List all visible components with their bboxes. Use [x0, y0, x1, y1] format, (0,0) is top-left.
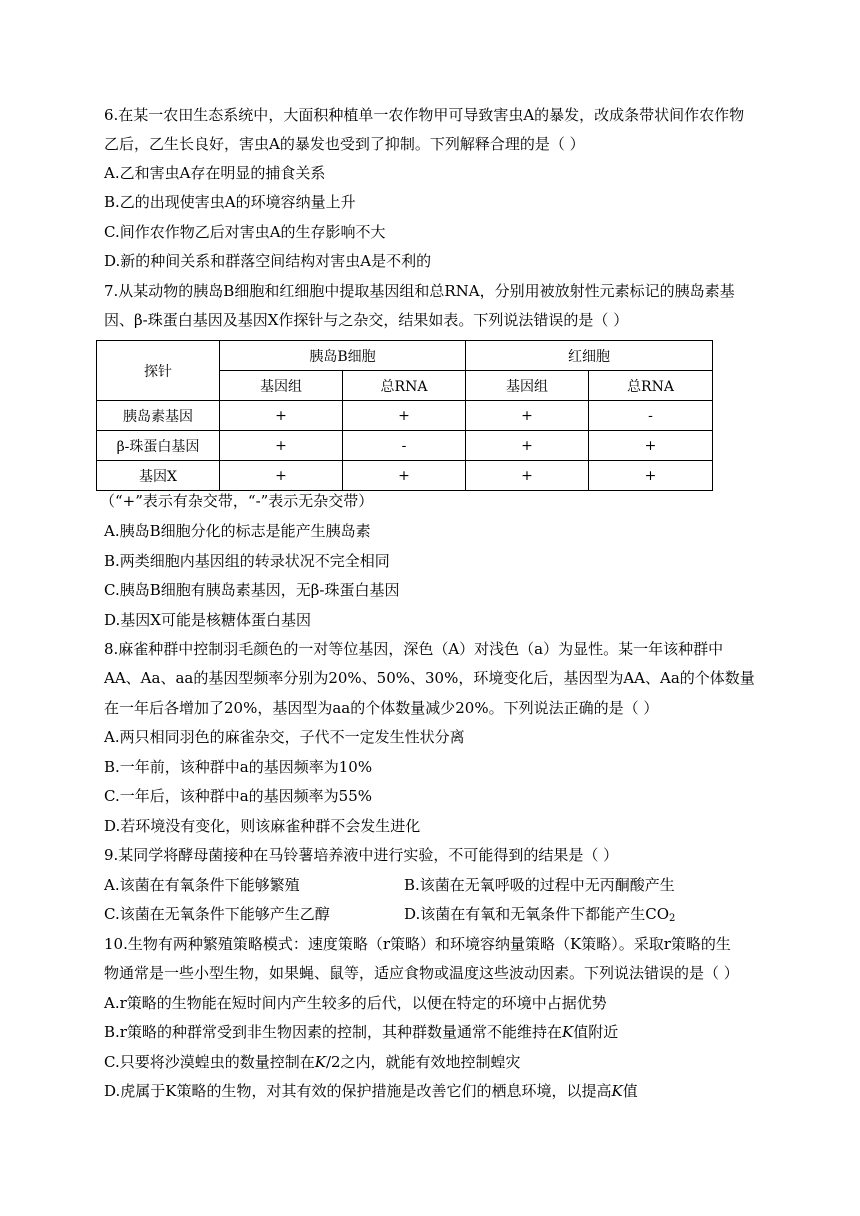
row-probe-name: 基因X — [97, 461, 220, 491]
table-cell: + — [466, 461, 589, 491]
table-cell: + — [589, 461, 713, 491]
q10-option-c-text: C.只要将沙漠蝗虫的数量控制在 — [104, 1053, 315, 1071]
q8-option-a: A.两只相同羽色的麻雀杂交，子代不一定发生性状分离 — [104, 728, 465, 746]
q10-option-c-tail: /2之内，就能有效地控制蝗灾 — [325, 1053, 521, 1071]
k-symbol: K — [561, 1023, 574, 1041]
row-probe-name: 胰岛素基因 — [97, 401, 220, 431]
table-cell: - — [343, 431, 466, 461]
q10-stem-line2: 物通常是一些小型生物，如果蝇、鼠等，适应食物或温度这些波动因素。下列说法错误的是（ ） — [104, 964, 739, 982]
q10-option-d — [104, 1081, 638, 1101]
q10-stem-line1: 10.生物有两种繁殖策略模式：速度策略（r策略）和环境容纳量策略（K策略）。采取r策略的生 — [104, 935, 731, 953]
q6-stem-line1: 6.在某一农田生态系统中，大面积种植单一农作物甲可导致害虫A的暴发，改成条带状间作农作物 — [104, 106, 745, 124]
q6-option-d: D.新的种间关系和群落空间结构对害虫A是不利的 — [104, 252, 432, 270]
table-subheader-genome: 基因组 — [220, 371, 343, 401]
q7-stem-line2: 因、β-珠蛋白基因及基因X作探针与之杂交，结果如表。下列说法错误的是（ ） — [104, 311, 629, 329]
table-cell: + — [466, 401, 589, 431]
q7-table-note: （“+”表示有杂交带，“-”表示无杂交带） — [100, 492, 374, 510]
q10-option-a: A.r策略的生物能在短时间内产生较多的后代，以便在特定的环境中占据优势 — [104, 994, 607, 1012]
table-header-probe: 探针 — [97, 341, 220, 401]
q6-option-a: A.乙和害虫A存在明显的捕食关系 — [104, 164, 326, 182]
q8-option-c: C.一年后，该种群中a的基因频率为55% — [104, 787, 372, 805]
table-subheader-total-rna: 总RNA — [343, 371, 466, 401]
q10-option-d-text: D.虎属于K策略的生物，对其有效的保护措施是改善它们的栖息环境，以提高 — [104, 1082, 612, 1100]
q9-stem: 9.某同学将酵母菌接种在马铃薯培养液中进行实验，不可能得到的结果是（ ） — [104, 846, 619, 864]
q9-option-b: B.该菌在无氧呼吸的过程中无丙酮酸产生 — [404, 876, 675, 894]
table-row — [97, 431, 713, 461]
q10-option-b-tail: 值附近 — [573, 1023, 619, 1041]
q7-stem-line1: 7.从某动物的胰岛B细胞和红细胞中提取基因组和总RNA，分别用被放射性元素标记的胰岛素基 — [104, 282, 735, 300]
table-cell: + — [220, 431, 343, 461]
table-subheader-total-rna: 总RNA — [589, 371, 713, 401]
q8-option-b: B.一年前，该种群中a的基因频率为10% — [104, 758, 373, 776]
q6-stem-line2: 乙后，乙生长良好，害虫A的暴发也受到了抑制。下列解释合理的是（ ） — [104, 135, 585, 153]
q7-option-b: B.两类细胞内基因组的转录状况不完全相同 — [104, 552, 390, 570]
q9-option-d-text: D.该菌在有氧和无氧条件下都能产生CO — [404, 905, 670, 923]
q9-option-d-subscript: 2 — [669, 913, 676, 924]
row-probe-name: β-珠蛋白基因 — [97, 431, 220, 461]
table-header-islet-b-cell: 胰岛B细胞 — [220, 341, 466, 371]
table-cell: + — [589, 431, 713, 461]
q9-option-d — [404, 904, 675, 924]
table-row — [97, 401, 713, 431]
q7-option-a: A.胰岛B细胞分化的标志是能产生胰岛素 — [104, 522, 371, 540]
q8-stem-line3: 在一年后各增加了20%，基因型为aa的个体数量减少20%。下列说法正确的是（ ） — [104, 699, 659, 717]
q7-option-d: D.基因X可能是核糖体蛋白基因 — [104, 611, 311, 629]
q7-option-c: C.胰岛B细胞有胰岛素基因，无β-珠蛋白基因 — [104, 581, 400, 599]
q9-option-c: C.该菌在无氧条件下能够产生乙醇 — [104, 905, 330, 923]
k-symbol: K — [314, 1053, 326, 1071]
k-symbol: K — [611, 1082, 623, 1100]
q10-option-d-tail: 值 — [622, 1082, 638, 1100]
table-cell: + — [343, 461, 466, 491]
table-cell: + — [343, 401, 466, 431]
q10-option-c — [104, 1052, 521, 1072]
q10-option-b — [104, 1022, 618, 1042]
q8-option-d: D.若环境没有变化，则该麻雀种群不会发生进化 — [104, 817, 421, 835]
q9-option-a: A.该菌在有氧条件下能够繁殖 — [104, 876, 300, 894]
table-header-red-blood-cell: 红细胞 — [466, 341, 713, 371]
table-cell: + — [220, 401, 343, 431]
table-cell: + — [466, 431, 589, 461]
hybridization-table — [96, 340, 713, 491]
q10-option-b-text: B.r策略的种群常受到非生物因素的控制，其种群数量通常不能维持在 — [104, 1023, 562, 1041]
table-row — [97, 461, 713, 491]
table-cell: - — [589, 401, 713, 431]
q8-stem-line2: AA、Aa、aa的基因型频率分别为20%、50%、30%，环境变化后，基因型为AA、Aa的个体数量 — [104, 669, 755, 687]
table-subheader-genome: 基因组 — [466, 371, 589, 401]
q8-stem-line1: 8.麻雀种群中控制羽毛颜色的一对等位基因，深色（A）对浅色（a）为显性。某一年该种群中 — [104, 640, 724, 658]
q6-option-b: B.乙的出现使害虫A的环境容纳量上升 — [104, 193, 356, 211]
table-cell: + — [220, 461, 343, 491]
q6-option-c: C.间作农作物乙后对害虫A的生存影响不大 — [104, 223, 386, 241]
